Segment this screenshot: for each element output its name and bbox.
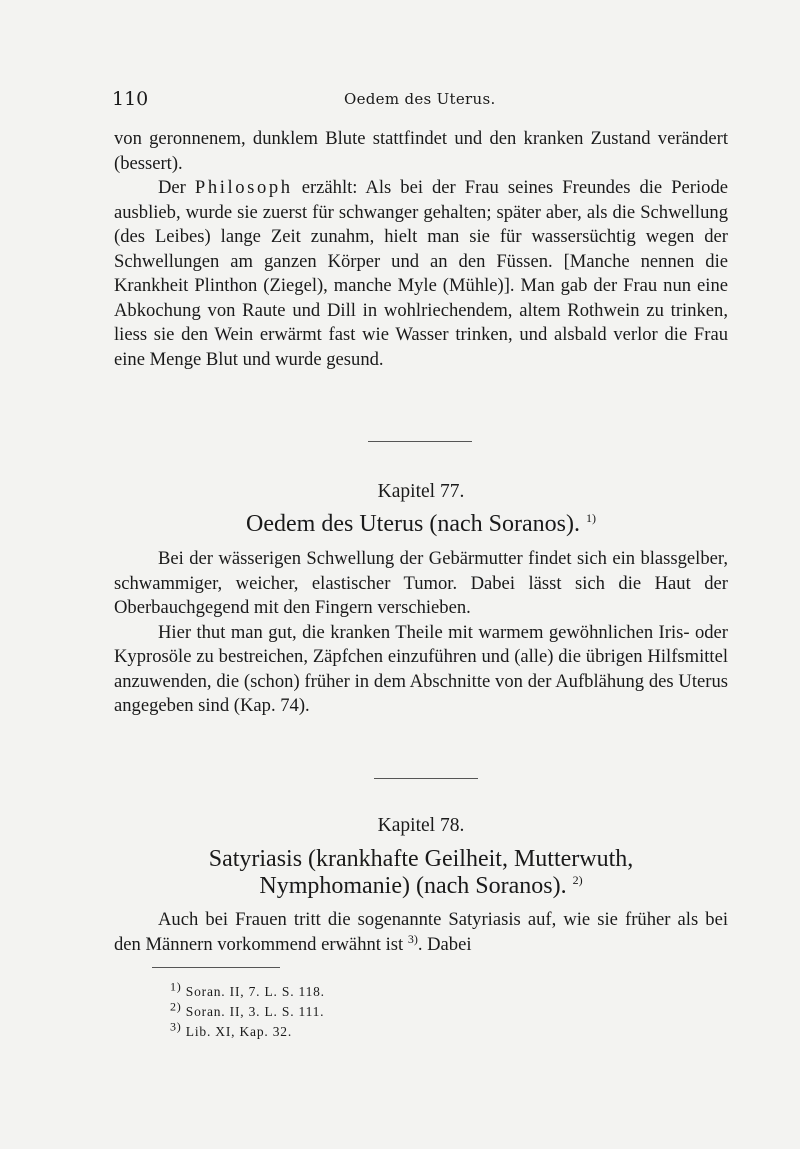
paragraph-body: erzählt: Als bei der Frau seines Freundes die Periode ausblieb, wurde sie zuerst für schwanger gehalten; später aber, als die Schwellung (des Leibes) lange Zeit zunahm, hielt man sie für wassersüchtig wegen der Schwellungen am ganzen Körper und an den Füssen. [Manche nennen die Krankheit Plinthon (Ziegel), manche Myle (Mühle)]. Man gab der Frau nun eine Abkochung von Raute und Dill in wohlriechendem, altem Rothwein zu trinken, liess sie den Wein erwärmt fast wie Wasser trinken, und alsbald verlor die Frau eine Menge Blut und wurde gesund. — [114, 177, 728, 370]
footnote-mark: 1) — [170, 979, 182, 994]
chapter-77-label: Kapitel 77. — [377, 481, 465, 502]
chapter-77-paragraph-1: Bei der wässerigen Schwellung der Gebärmutter findet sich ein blassgelber, schwammiger, weicher, elastischer Tumor. Dabei lässt sich die Haut der Oberbauchgegend mit den Fingern verschieben. — [114, 548, 728, 618]
footnote-ref-2: 2) — [572, 873, 583, 887]
running-head — [112, 88, 732, 112]
footnote-text: Soran. II, 7. L. S. 118. — [185, 984, 325, 999]
section-divider — [368, 441, 472, 442]
chapter-78-paragraph-body: Auch bei Frauen tritt die sogenannte Satyriasis auf, wie sie früher als bei den Männern vorkommend erwähnt ist — [114, 909, 728, 955]
footnote-divider — [152, 967, 280, 968]
footnote-2 — [170, 999, 570, 1022]
chapter-78-title-line-2-wrap — [114, 873, 728, 900]
footnote-ref-3: 3) — [407, 931, 418, 946]
footnote-mark: 2) — [170, 999, 182, 1014]
chapter-78-label: Kapitel 78. — [377, 815, 465, 836]
paragraph-continuation: von geronnenem, dunklem Blute stattfindet und den kranken Zustand verändert (bessert). — [114, 128, 728, 174]
chapter-78-title-line-2: Nymphomanie) (nach Soranos). — [259, 873, 567, 899]
footnote-1 — [170, 979, 570, 1002]
chapter-77-text — [114, 547, 728, 719]
chapter-78-text — [114, 908, 728, 957]
page-number: 110 — [112, 88, 149, 110]
chapter-78-paragraph-end: . Dabei — [417, 933, 472, 955]
chapter-78-paragraph-1 — [114, 908, 728, 957]
paragraph-philosoph — [114, 176, 728, 372]
footnote-mark: 3) — [170, 1019, 182, 1034]
footnotes — [170, 979, 570, 1042]
opening-text — [114, 127, 728, 372]
running-title: Oedem des Uterus. — [344, 90, 496, 108]
paragraph-lead: Der — [158, 177, 195, 198]
chapter-77-paragraph-2: Hier thut man gut, die kranken Theile mit warmem gewöhnlichen Iris- oder Kyprosöle zu bestreichen, Zäpfchen einzuführen und (alle) die übrigen Hilfsmittel anzuwenden, die (schon) früher in dem Abschnitte von der Aufblähung des Uterus angegeben sind (Kap. 74). — [114, 621, 728, 716]
chapter-77-title — [114, 511, 728, 538]
chapter-77-title-text: Oedem des Uterus (nach Soranos). — [246, 511, 580, 537]
footnote-text: Lib. XI, Kap. 32. — [185, 1024, 293, 1039]
philosoph-term: Philosoph — [194, 177, 293, 198]
chapter-78-title-line-1: Satyriasis (krankhafte Geilheit, Mutterwuth, — [208, 846, 634, 872]
footnote-3 — [170, 1019, 570, 1042]
section-divider — [374, 778, 478, 779]
footnote-text: Soran. II, 3. L. S. 111. — [185, 1004, 325, 1019]
footnote-ref-1: 1) — [585, 511, 596, 525]
chapter-78-title — [114, 846, 728, 900]
